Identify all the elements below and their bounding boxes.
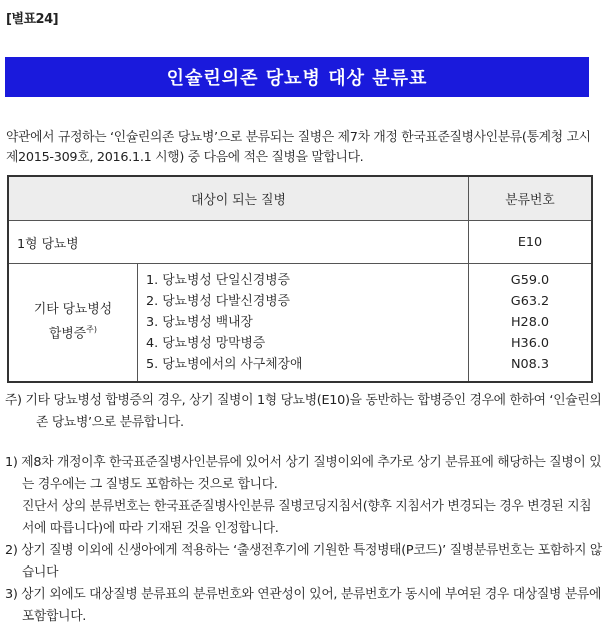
note-item-1-sub: 진단서 상의 분류번호는 한국표준질병사인분류 질병코딩지침서(향후 지침서가 변경되는 경우 변경된 지침서에 따릅니다)에 따라 기재된 것을 인정합니다.: [22, 499, 592, 536]
group-label-text: 합병증: [49, 326, 87, 342]
code-item: H36.0: [510, 336, 550, 351]
list-item: 4. 당뇨병성 망막병증: [146, 336, 266, 351]
code-item: G59.0: [510, 273, 550, 288]
title-banner: [5, 57, 589, 97]
code-item: H28.0: [510, 315, 550, 330]
page-title: 인슐린의존 당뇨병 대상 분류표: [166, 68, 428, 89]
group-label-line2: [10, 320, 136, 344]
row-disease-code: E10: [469, 221, 593, 264]
note-item-3: 3) 상기 외에도 대상질병 분류표의 분류번호와 연관성이 있어, 분류번호가 동시에 부여된 경우 대상질병 분류에 포함합니다.: [5, 587, 602, 624]
header-code: 분류번호: [469, 176, 593, 221]
code-item: G63.2: [510, 294, 550, 309]
note-item-1: 1) 제8차 개정이후 한국표준질병사인분류에 있어서 상기 질병이외에 추가로 상기 분류표에 해당하는 질병이 있는 경우에는 그 질병도 포함하는 것으로 합니다.: [5, 455, 602, 492]
table-row: [8, 264, 592, 383]
table-row: [8, 221, 592, 264]
intro-paragraph: 약관에서 규정하는 ‘인슐린의존 당뇨병’으로 분류되는 질병은 제7차 개정 한국표준질병사인분류(통계청 고시 제2015-309호, 2016.1.1 시행) 중 다음에 적은 질병을 말합니다.: [6, 130, 591, 165]
list-item: 3. 당뇨병성 백내장: [146, 315, 253, 330]
table-header-row: [8, 176, 592, 221]
code-item: N08.3: [510, 357, 550, 372]
header-disease: 대상이 되는 질병: [8, 176, 469, 221]
group-label: [8, 264, 138, 383]
group-label-line1: 기타 당뇨병성: [33, 302, 113, 318]
footnote-marker: 주): [86, 325, 97, 335]
list-item: 2. 당뇨병성 다발신경병증: [146, 294, 290, 309]
complication-list: [138, 264, 469, 383]
row-disease-name: 1형 당뇨병: [8, 221, 469, 264]
complication-codes: [469, 264, 593, 383]
notes-list: [5, 452, 603, 628]
list-item: 1. 당뇨병성 단일신경병증: [146, 273, 290, 288]
list-item: 5. 당뇨병에서의 사구체장애: [146, 357, 303, 372]
footnote: 주) 기타 당뇨병성 합병증의 경우, 상기 질병이 1형 당뇨병(E10)을 동반하는 합병증인 경우에 한하여 ‘인슐린의존 당뇨병’으로 분류합니다.: [5, 393, 602, 430]
page-label: [별표24]: [6, 12, 59, 27]
disease-table: [7, 175, 593, 383]
note-item-2: 2) 상기 질병 이외에 신생아에게 적용하는 ‘출생전후기에 기원한 특정병태(P코드)’ 질병분류번호는 포함하지 않습니다: [5, 543, 602, 580]
